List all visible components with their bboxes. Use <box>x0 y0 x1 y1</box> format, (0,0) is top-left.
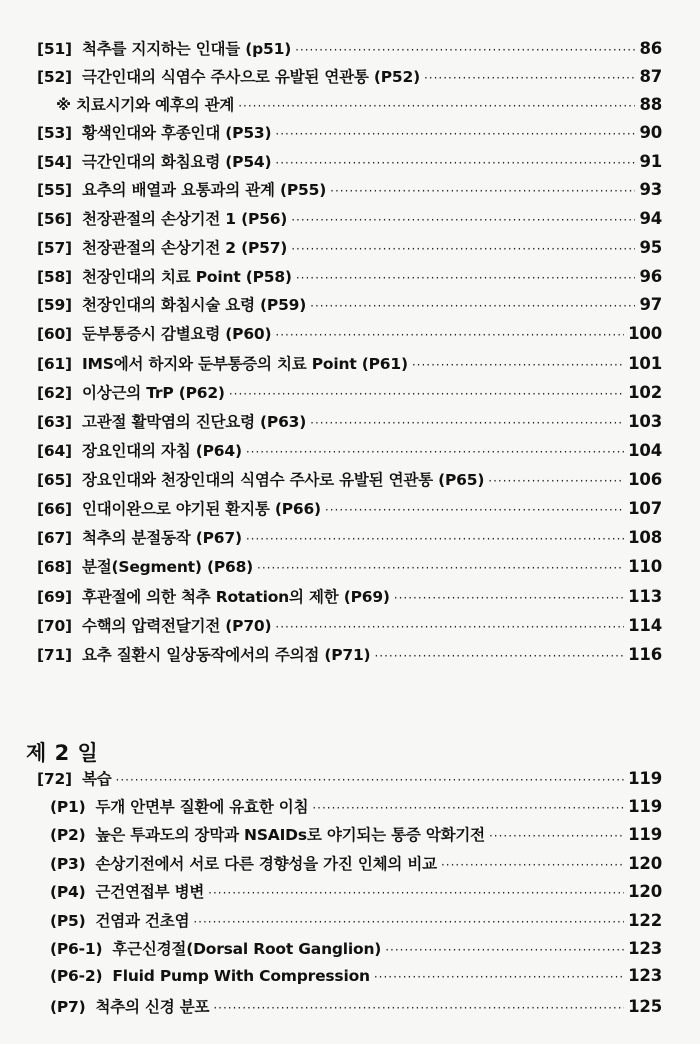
toc-entry-title: 두개 안면부 질환에 유효한 이침 <box>95 798 309 816</box>
toc-entry <box>37 468 662 490</box>
toc-entry-title: 극간인대의 식염수 주사으로 유발된 연관통 (P52) <box>81 68 420 86</box>
toc-entry-number: [69] <box>37 588 72 606</box>
toc-entry-title: 이상근의 TrP (P62) <box>81 384 225 402</box>
toc-entry <box>37 322 662 344</box>
dot-leader <box>488 474 624 488</box>
dot-leader <box>424 71 635 85</box>
toc-entry-number: [52] <box>37 68 72 86</box>
toc-entry-page: 102 <box>628 383 662 402</box>
toc-entry-number: [51] <box>37 40 72 58</box>
toc-entry-number: (P1) <box>50 798 86 816</box>
dot-leader <box>310 416 624 430</box>
toc-entry-page: 119 <box>628 825 662 844</box>
toc-entry-title: 장요인대와 천장인대의 식염수 주사로 유발된 연관통 (P65) <box>81 471 485 489</box>
toc-entry-title: 고관절 활막염의 진단요령 (P63) <box>81 413 307 431</box>
toc-entry-page: 86 <box>639 39 662 58</box>
toc-entry <box>37 265 662 287</box>
toc-entry-title: 요추 질환시 일상동작에서의 주의점 (P71) <box>81 646 371 664</box>
toc-entry-number: [58] <box>37 268 72 286</box>
toc-entry-number: [64] <box>37 442 72 460</box>
toc-entry-title: 둔부통증시 감별요령 (P60) <box>81 325 272 343</box>
toc-entry-page: 120 <box>628 854 662 873</box>
toc-entry-page: 125 <box>628 997 662 1016</box>
dot-leader <box>394 591 624 605</box>
dot-leader <box>213 1001 624 1015</box>
toc-entry-title: 수핵의 압력전달기전 (P70) <box>81 617 272 635</box>
toc-entry <box>37 497 662 519</box>
toc-entry <box>37 352 662 374</box>
toc-entry-number: (P5) <box>50 912 86 930</box>
toc-entry-page: 113 <box>628 587 662 606</box>
toc-entry-number: [67] <box>37 529 72 547</box>
toc-entry-title: ※ 치료시기와 예후의 관계 <box>56 96 235 114</box>
toc-entry-page: 96 <box>639 267 662 286</box>
toc-entry-title: 근건연접부 병변 <box>95 883 205 901</box>
toc-entry-page: 107 <box>628 499 662 518</box>
toc-entry <box>37 293 662 315</box>
toc-entry <box>50 880 662 902</box>
dot-leader <box>275 620 624 634</box>
toc-entry-page: 120 <box>628 882 662 901</box>
toc-entry <box>50 909 662 931</box>
toc-entry-number: [56] <box>37 210 72 228</box>
dot-leader <box>310 299 635 313</box>
toc-entry-page: 91 <box>639 152 662 171</box>
dot-leader <box>229 387 624 401</box>
toc-entry <box>37 37 662 59</box>
toc-entry-page: 87 <box>639 67 662 86</box>
toc-entry-title: 척추의 신경 분포 <box>95 998 210 1016</box>
toc-entry-page: 97 <box>639 295 662 314</box>
section-heading: 제 2 일 <box>26 741 99 765</box>
toc-entry-page: 119 <box>628 769 662 788</box>
toc-entry <box>50 937 662 959</box>
toc-entry <box>37 767 662 789</box>
toc-entry <box>37 65 662 87</box>
dot-leader <box>275 127 635 141</box>
dot-leader <box>193 915 624 929</box>
toc-entry-number: (P6-1) <box>50 940 103 958</box>
toc-entry-page: 123 <box>628 939 662 958</box>
toc-entry-number: (P3) <box>50 855 86 873</box>
dot-leader <box>374 649 624 663</box>
toc-entry-title: 천장관절의 손상기전 1 (P56) <box>81 210 288 228</box>
dot-leader <box>246 532 624 546</box>
dot-leader <box>385 943 624 957</box>
dot-leader <box>441 858 624 872</box>
toc-entry-number: [57] <box>37 239 72 257</box>
toc-entry-title: 천장관절의 손상기전 2 (P57) <box>81 239 288 257</box>
toc-entry <box>37 207 662 229</box>
toc-entry-title: IMS에서 하지와 둔부통증의 치료 Point (P61) <box>81 355 408 373</box>
dot-leader <box>489 829 624 843</box>
toc-entry <box>37 439 662 461</box>
toc-entry-number: [62] <box>37 384 72 402</box>
toc-entry <box>50 795 662 817</box>
toc-entry-number: [63] <box>37 413 72 431</box>
toc-entry-number: (P4) <box>50 883 86 901</box>
dot-leader <box>291 213 635 227</box>
toc-entry <box>37 555 662 577</box>
toc-entry-title: 척추를 지지하는 인대들 (p51) <box>81 40 292 58</box>
dot-leader <box>330 184 635 198</box>
toc-entry-number: [65] <box>37 471 72 489</box>
toc-entry-title: 인대이완으로 야기된 환지통 (P66) <box>81 500 321 518</box>
toc-entry-title: 손상기전에서 서로 다른 경향성을 가진 인체의 비교 <box>95 855 437 873</box>
toc-entry <box>37 526 662 548</box>
toc-entry <box>56 93 662 115</box>
toc-entry-title: 건염과 건초염 <box>95 912 190 930</box>
toc-entry-number: [53] <box>37 124 72 142</box>
dot-leader <box>275 328 624 342</box>
toc-entry-number: (P2) <box>50 826 86 844</box>
toc-entry-page: 110 <box>628 557 662 576</box>
dot-leader <box>312 801 624 815</box>
toc-entry-page: 104 <box>628 441 662 460</box>
toc-entry-number: [55] <box>37 181 72 199</box>
toc-entry-title: 황색인대와 후종인대 (P53) <box>81 124 272 142</box>
toc-entry-page: 122 <box>628 911 662 930</box>
dot-leader <box>257 561 624 575</box>
toc-entry-page: 103 <box>628 412 662 431</box>
toc-entry-title: 척추의 분절동작 (P67) <box>81 529 242 547</box>
toc-entry-title: 후근신경절(Dorsal Root Ganglion) <box>112 940 382 958</box>
dot-leader <box>246 445 624 459</box>
dot-leader <box>412 358 624 372</box>
dot-leader <box>325 503 624 517</box>
toc-entry-title: 천장인대의 화침시술 요령 (P59) <box>81 296 307 314</box>
dot-leader <box>374 970 624 984</box>
toc-entry-title: 후관절에 의한 척추 Rotation의 제한 (P69) <box>81 588 390 606</box>
toc-entry-page: 94 <box>639 209 662 228</box>
toc-entry-title: 극간인대의 화침요령 (P54) <box>81 153 272 171</box>
toc-entry-title: 분절(Segment) (P68) <box>81 558 254 576</box>
toc-entry-number: [54] <box>37 153 72 171</box>
dot-leader <box>275 156 635 170</box>
toc-entry <box>37 585 662 607</box>
toc-entry-page: 114 <box>628 616 662 635</box>
dot-leader <box>116 773 625 787</box>
dot-leader <box>295 43 635 57</box>
toc-entry-number: [71] <box>37 646 72 664</box>
toc-entry-title: 복습 <box>81 770 112 788</box>
toc-entry-number: [68] <box>37 558 72 576</box>
dot-leader <box>238 99 635 113</box>
toc-entry <box>37 178 662 200</box>
toc-entry <box>50 852 662 874</box>
toc-entry-page: 123 <box>628 966 662 985</box>
toc-entry-title: 높은 투과도의 장막과 NSAIDs로 야기되는 통증 악화기전 <box>95 826 485 844</box>
dot-leader <box>208 886 624 900</box>
toc-entry-title: 장요인대의 자침 (P64) <box>81 442 242 460</box>
toc-entry-number: (P7) <box>50 998 86 1016</box>
toc-entry-number: [66] <box>37 500 72 518</box>
toc-entry-number: [70] <box>37 617 72 635</box>
toc-entry-page: 88 <box>639 95 662 114</box>
toc-entry-page: 90 <box>639 123 662 142</box>
toc-entry <box>37 614 662 636</box>
toc-entry-page: 119 <box>628 797 662 816</box>
toc-entry-title: Fluid Pump With Compression <box>112 967 370 985</box>
toc-entry <box>50 995 662 1017</box>
toc-entry-number: (P6-2) <box>50 967 103 985</box>
toc-entry-page: 116 <box>628 645 662 664</box>
toc-entry <box>37 121 662 143</box>
toc-entry-page: 108 <box>628 528 662 547</box>
toc-entry-page: 106 <box>628 470 662 489</box>
toc-entry-page: 100 <box>628 324 662 343</box>
toc-entry <box>37 236 662 258</box>
toc-entry-number: [60] <box>37 325 72 343</box>
toc-entry <box>37 381 662 403</box>
toc-entry-number: [61] <box>37 355 72 373</box>
dot-leader <box>291 242 635 256</box>
toc-entry-page: 95 <box>639 238 662 257</box>
toc-entry-title: 요추의 배열과 요통과의 관계 (P55) <box>81 181 327 199</box>
dot-leader <box>296 271 636 285</box>
toc-entry <box>50 823 662 845</box>
toc-entry-number: [72] <box>37 770 72 788</box>
toc-entry <box>37 643 662 665</box>
toc-entry-title: 천장인대의 치료 Point (P58) <box>81 268 292 286</box>
toc-entry-number: [59] <box>37 296 72 314</box>
toc-entry <box>37 150 662 172</box>
toc-entry <box>50 966 662 985</box>
toc-entry-page: 101 <box>628 354 662 373</box>
toc-entry-page: 93 <box>639 180 662 199</box>
toc-entry <box>37 410 662 432</box>
